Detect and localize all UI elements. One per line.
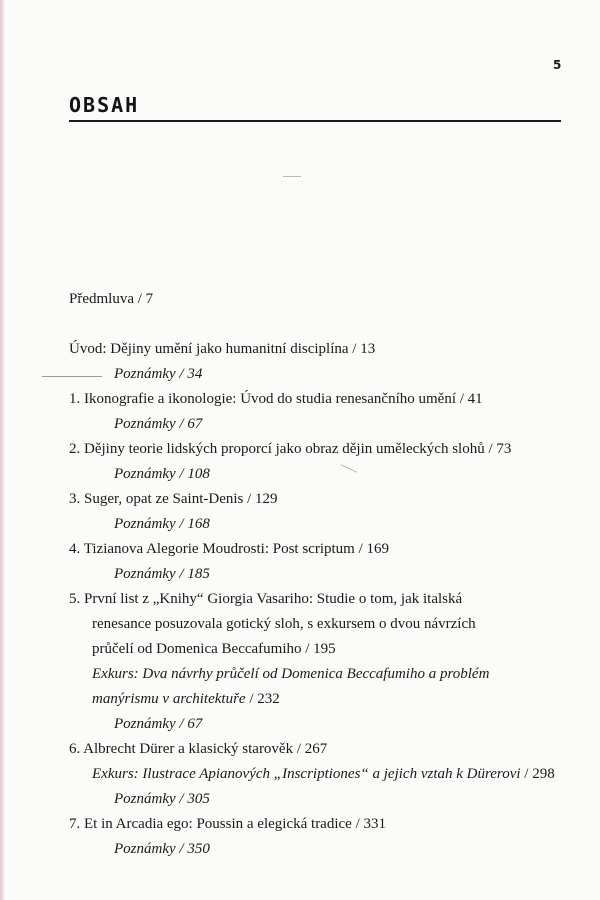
toc-notes-uvod: Poznámky / 34: [114, 366, 203, 382]
excursus-page: / 298: [520, 766, 555, 782]
toc-notes-1: Poznámky / 67: [114, 416, 203, 432]
excursus-label: Exkurs:: [92, 766, 139, 782]
toc-entry-4: 4. Tizianova Alegorie Moudrosti: Post scriptum / 169: [69, 541, 390, 557]
toc-entry-1: 1. Ikonografie a ikonologie: Úvod do studia renesančního umění / 41: [69, 391, 483, 407]
excursus-page: / 232: [245, 691, 280, 707]
toc-entry-uvod: Úvod: Dějiny umění jako humanitní disciplína / 13: [69, 341, 376, 357]
toc-excursus-5-line-2: [92, 691, 280, 708]
page-number: 5: [553, 58, 562, 72]
toc-notes-2: Poznámky / 108: [114, 466, 210, 482]
toc-entry-5-line-1: 5. První list z „Knihy“ Giorgia Vasariho: Studie o tom, jak italská: [69, 591, 463, 607]
toc-entry-5-line-2: renesance posuzovala gotický sloh, s exkursem o dvou návrzích: [92, 616, 476, 632]
scan-mark: [283, 176, 301, 177]
toc-excursus-6: [92, 766, 555, 783]
title-rule: [69, 120, 561, 122]
page-title: OBSAH: [69, 93, 140, 117]
excursus-title: Dva návrhy průčelí od Domenica Beccafumiho a problém: [138, 666, 490, 682]
toc-entry-2: 2. Dějiny teorie lidských proporcí jako obraz dějin uměleckých slohů / 73: [69, 441, 512, 457]
page-edge: [0, 0, 4, 900]
scan-mark: [341, 464, 358, 473]
toc-entry-3: 3. Suger, opat ze Saint-Denis / 129: [69, 491, 278, 507]
toc-entry-predmluva: Předmluva / 7: [69, 291, 154, 307]
toc-notes-6: Poznámky / 305: [114, 791, 210, 807]
toc-excursus-5-line-1: [92, 666, 489, 683]
excursus-title: Ilustrace Apianových „Inscriptiones“ a jejich vztah k Dürerovi: [138, 766, 521, 782]
toc-entry-5-line-3: průčelí od Domenica Beccafumiho / 195: [92, 641, 336, 657]
toc-notes-4: Poznámky / 185: [114, 566, 210, 582]
toc-notes-5: Poznámky / 67: [114, 716, 203, 732]
toc-notes-3: Poznámky / 168: [114, 516, 210, 532]
excursus-label: Exkurs:: [92, 666, 139, 682]
excursus-title-cont: manýrismu v architektuře: [92, 691, 246, 707]
scan-mark: [42, 376, 102, 377]
toc-entry-6: 6. Albrecht Dürer a klasický starověk / 267: [69, 741, 328, 757]
toc-notes-7: Poznámky / 350: [114, 841, 210, 857]
toc-entry-7: 7. Et in Arcadia ego: Poussin a elegická tradice / 331: [69, 816, 386, 832]
